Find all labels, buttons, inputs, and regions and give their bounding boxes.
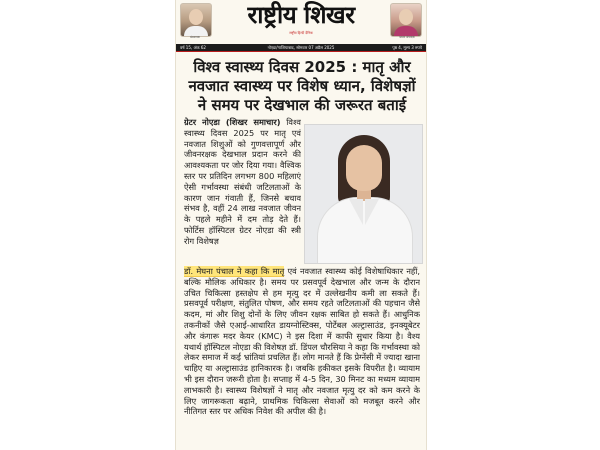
article-headline: विश्व स्वास्थ्य दिवस 2025 : मातृ और नवजात स्वास्थ्य पर विशेष ध्यान, विशेषज्ञों ने समय पर देखभाल की जरूरत बताई [188, 58, 416, 114]
price-info: पृष्ठ 4, मूल्य 3 रुपये [392, 45, 422, 50]
newspaper-title: राष्ट्रीय शिखर [247, 0, 355, 29]
divider [176, 51, 426, 52]
article-byline: ग्रेटर नोएडा (शिखर समाचार) [184, 117, 281, 127]
highlighted-quote: डॉ. मेघना पंचाल ने कहा कि मातृ [184, 266, 285, 276]
doctor-photo [304, 124, 423, 264]
article-body [184, 266, 420, 446]
article-lead: विश्व स्वास्थ्य दिवस 2025 पर मातृ एवं नवजात शिशुओं को गुणवत्तापूर्ण और जीवनरक्षक देखभाल प्रदान करने की आवश्यकता पर जोर दिया गया। वैश्विक स्तर पर प्रतिदिन लगभग 800 महिलाएं ऐसी गर्भावस्था संबंधी जटिलताओं के कारण जान गंवाती हैं, जिनसे बचाव संभव है, वहीं 24 लाख नवजात जीवन के पहले महीने में दम तोड़ देते हैं। फोर्टिस हॉस्पिटल ग्रेटर नोएडा की स्त्री रोग विशेषज्ञ [184, 117, 301, 246]
editor-caption: प्रधान संपादक [399, 35, 415, 39]
newspaper-tagline: राष्ट्रीय हिन्दी दैनिक [289, 31, 313, 35]
editor-photo [390, 3, 422, 37]
masthead [176, 0, 426, 44]
newspaper-page [176, 0, 426, 450]
founder-photo [180, 3, 212, 37]
dateline-bar [176, 44, 426, 51]
issue-info: वर्ष 15, अंक 62 [180, 45, 206, 50]
founder-caption: संस्थापक [190, 35, 200, 39]
article-lead-column [184, 117, 301, 273]
article-continuation: एवं नवजात स्वास्थ्य कोई विशेषाधिकार नहीं, बल्कि मौलिक अधिकार है। समय पर प्रसवपूर्व देखभाल और जन्म के दौरान उचित चिकित्सा हस्तक्षेप से हम मृत्यु दर में उल्लेखनीय कमी ला सकते हैं। प्रसवपूर्व परीक्षण, संतुलित पोषण, और समय रहते जटिलताओं की पहचान जैसे कदम, मां और शिशु दोनों के लिए जीवन रक्षक साबित हो सकते हैं। आधुनिक तकनीकों जैसे एआई-आधारित डायग्नोस्टिक्स, पोर्टेबल अल्ट्रासाउंड, इनक्यूबेटर और कंगारू मदर केयर (KMC) ने इस दिशा में काफी सुधार किया है। वैश्य यथार्थ हॉस्पिटल नोएडा की विशेषज्ञ डॉ. डिंपल चौरसिया ने कहा कि गर्भावस्था को लेकर समाज में कई भ्रांतियां प्रचलित हैं। लोग मानते हैं कि प्रेग्नेंसी में ज्यादा खाना चाहिए या अल्ट्रासाउंड हानिकारक है। जबकि हकीकत इसके विपरीत है। व्यायाम भी इस दौरान जरूरी होता है। सप्ताह में 4-5 दिन, 30 मिनट का मध्यम व्यायाम लाभकारी है। स्वास्थ्य विशेषज्ञों ने मातृ और नवजात मृत्यु दर को कम करने के लिए जागरूकता बढ़ाने, प्राथमिक चिकित्सा सेवाओं को मजबूत करने और नीतिगत स्तर पर अधिक निवेश की अपील की है। [184, 266, 420, 417]
date-info: नोएडा/गाजियाबाद, सोमवार 07 अप्रैल 2025 [267, 45, 335, 50]
